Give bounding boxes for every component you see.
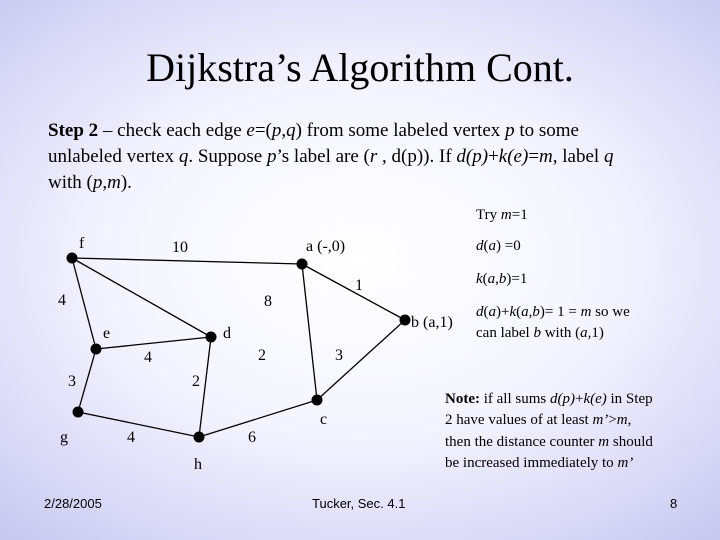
- edge-weight-g-h: 4: [127, 429, 135, 446]
- edge-f-d: [72, 258, 211, 337]
- edge-a-b: [302, 264, 405, 320]
- vertex-label-c: c: [320, 411, 328, 428]
- edge-weight-b-c: 3: [335, 347, 343, 364]
- edge-e-g: [78, 349, 96, 412]
- edge-weight-d-h: 2: [192, 373, 200, 390]
- edge-a-c: [302, 264, 317, 400]
- vertex-e: [91, 344, 102, 355]
- edge-weight-e-g: 3: [68, 373, 76, 390]
- step-2-paragraph: Step 2 – check each edge e=(p,q) from some labeled vertex p to some unlabeled vertex q. Suppose p’s label are (r , d(p)). If d(p)+k(e)=m, label q with (p,m).: [48, 120, 614, 193]
- vertex-label-f: f: [79, 235, 85, 252]
- note-line-1: Note: if all sums d(p)+k(e) in Step: [445, 391, 653, 407]
- edge-weight-e-d: 4: [144, 349, 152, 366]
- edge-weight-a-b: 1: [355, 277, 363, 294]
- edge-weight-h-c: 6: [248, 429, 256, 446]
- edge-weight-f-d: 8: [264, 293, 272, 310]
- footer-date: 2/28/2005: [44, 496, 102, 511]
- vertex-label-b: b (a,1): [411, 314, 453, 331]
- edge-g-h: [78, 412, 199, 437]
- footer-source: Tucker, Sec. 4.1: [312, 496, 406, 511]
- vertex-label-d: d: [223, 325, 231, 342]
- footer-page-number: 8: [670, 496, 678, 511]
- slide-title: Dijkstra’s Algorithm Cont.: [146, 45, 574, 90]
- vertex-a: [297, 259, 308, 270]
- note-line-4: be increased immediately to m’: [445, 455, 634, 471]
- k-of-ab-line: k(a,b)=1: [476, 271, 528, 287]
- vertex-g: [73, 407, 84, 418]
- vertex-d: [206, 332, 217, 343]
- note-line-3: then the distance counter m should: [445, 434, 653, 450]
- try-m-line: Try m=1: [476, 207, 528, 223]
- vertex-c: [312, 395, 323, 406]
- d-of-a-line: d(a) =0: [476, 238, 521, 254]
- vertex-f: [67, 253, 78, 264]
- note-line-2: 2 have values of at least m’>m,: [445, 412, 632, 428]
- edge-e-d: [96, 337, 211, 349]
- edge-b-c: [317, 320, 405, 400]
- edge-h-c: [199, 400, 317, 437]
- vertex-label-g: g: [60, 429, 68, 446]
- edge-weight-f-e: 4: [58, 292, 66, 309]
- vertex-h: [194, 432, 205, 443]
- edge-weight-f-a: 10: [172, 239, 188, 256]
- sum-line: d(a)+k(a,b)= 1 = m so we: [476, 304, 630, 320]
- vertex-b: [400, 315, 411, 326]
- label-b-line: can label b with (a,1): [476, 325, 604, 341]
- vertex-label-h: h: [194, 456, 202, 473]
- edge-f-e: [72, 258, 96, 349]
- vertex-label-a: a (-,0): [306, 238, 346, 255]
- edge-d-h: [199, 337, 211, 437]
- edge-weight-a-c: 2: [258, 347, 266, 364]
- vertex-label-e: e: [103, 325, 111, 342]
- edge-f-a: [72, 258, 302, 264]
